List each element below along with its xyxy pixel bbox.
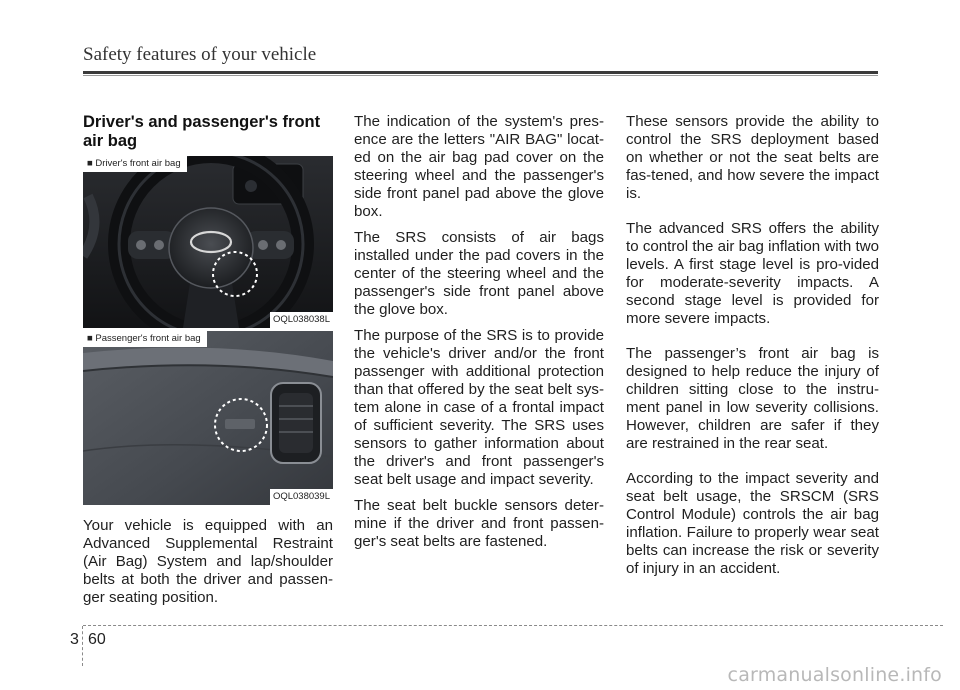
page-number: 60 — [88, 631, 106, 648]
footer-rule — [83, 625, 943, 626]
figure-code: OQL038038L — [270, 312, 333, 328]
section-heading: Driver's and passenger's front air bag — [83, 113, 321, 150]
paragraph: The indication of the system's pres-ence are the letters "AIR BAG" locat-ed on the air bag pad cover on the steering wheel and the passenger's side front panel pad above the glove box. — [354, 113, 604, 220]
column-1-body — [83, 517, 333, 615]
chapter-number: 3 — [70, 631, 79, 648]
paragraph: The passenger’s front air bag is designed to help reduce the injury of children sitting close to the instru-ment panel in low severity collisions. However, children are safer if they are restrained in the rear seat. — [626, 345, 879, 452]
paragraph: The SRS consists of air bags installed under the pad covers in the center of the steering wheel and the passenger's side front panel above the glove box. — [354, 229, 604, 318]
passenger-dashboard-illustration — [83, 331, 333, 505]
paragraph: These sensors provide the ability to control the SRS deployment based on whether or not the seat belts are fas-tened, and how severe the impact is. — [626, 113, 879, 202]
paragraph: Your vehicle is equipped with an Advanced Supplemental Restraint (Air Bag) System and lap/shoulder belts at both the driver and passen-ger seating position. — [83, 517, 333, 606]
steering-wheel-illustration — [83, 156, 333, 328]
passenger-airbag-label: ■ Passenger's front air bag — [83, 331, 207, 347]
column-2 — [354, 113, 604, 559]
passenger-airbag-photo — [83, 331, 333, 505]
watermark: carmanualsonline.info — [727, 664, 942, 686]
footer-divider — [82, 626, 83, 666]
driver-airbag-label: ■ Driver's front air bag — [83, 156, 187, 172]
section-title: Safety features of your vehicle — [83, 44, 317, 65]
column-3 — [626, 113, 879, 595]
paragraph: The purpose of the SRS is to provide the vehicle's driver and/or the front passenger with additional protection than that offered by the seat belt sys-tem alone in case of a frontal impact of sufficient severity. The SRS uses sensors to gather information about the driver's and front passenger's seat belt usage and impact severity. — [354, 327, 604, 488]
paragraph: The advanced SRS offers the ability to control the air bag inflation with two levels. A first stage level is pro-vided for moderate-severity impacts. A second stage level is provided for more severe impacts. — [626, 220, 879, 327]
header-rule-thin — [83, 75, 878, 76]
paragraph: According to the impact severity and seat belt usage, the SRSCM (SRS Control Module) controls the air bag inflation. Failure to properly wear seat belts can increase the risk or severity of injury in an accident. — [626, 470, 879, 577]
column-1 — [83, 113, 333, 161]
driver-airbag-photo — [83, 156, 333, 328]
paragraph: The seat belt buckle sensors deter-mine if the driver and front passen-ger's seat belts are fastened. — [354, 497, 604, 550]
header-rule — [83, 71, 878, 74]
figure-code: OQL038039L — [270, 489, 333, 505]
